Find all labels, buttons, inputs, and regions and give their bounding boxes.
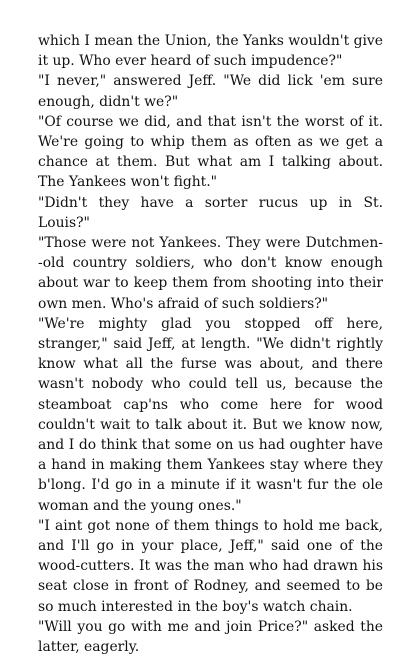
paragraph: "Of course we did, and that isn't the worst of it. We're going to whip them as often as we get a chance at them. But what am I talking about. The Yankees won't fight.": [38, 113, 383, 191]
paragraph: "Those were not Yankees. They were Dutchmen--old country soldiers, who don't know enough about war to keep them from shooting into their own men. Who's afraid of such soldiers?": [38, 235, 383, 312]
paragraph: "Didn't they have a sorter rucus up in St. Louis?": [38, 194, 383, 231]
paragraph: which I mean the Union, the Yanks wouldn't give it up. Who ever heard of such impudence?": [38, 33, 383, 70]
paragraph: "Will you go with me and join Price?" asked the latter, eagerly.: [38, 618, 383, 656]
paragraph: "I never," answered Jeff. "We did lick 'em sure enough, didn't we?": [38, 73, 383, 110]
page-text: [38, 31, 383, 657]
paragraph: "I aint got none of them things to hold me back, and I'll go in your place, Jeff," said one of the wood-cutters. It was the man who had drawn his seat close in front of Rodney, and seemed to be so much interested in the boy's watch chain.: [38, 517, 383, 615]
paragraph: "We're mighty glad you stopped off here, stranger," said Jeff, at length. "We didn't rightly know what all the furse was about, and there wasn't nobody who could tell us, because the steamboat cap'ns who come here for wood couldn't wait to talk about it. But we know now, and I do think that some on us had oughter have a hand in making them Yankees stay where they b'long. I'd go in a minute if it wasn't fur the ole woman and the young ones.": [38, 315, 383, 514]
